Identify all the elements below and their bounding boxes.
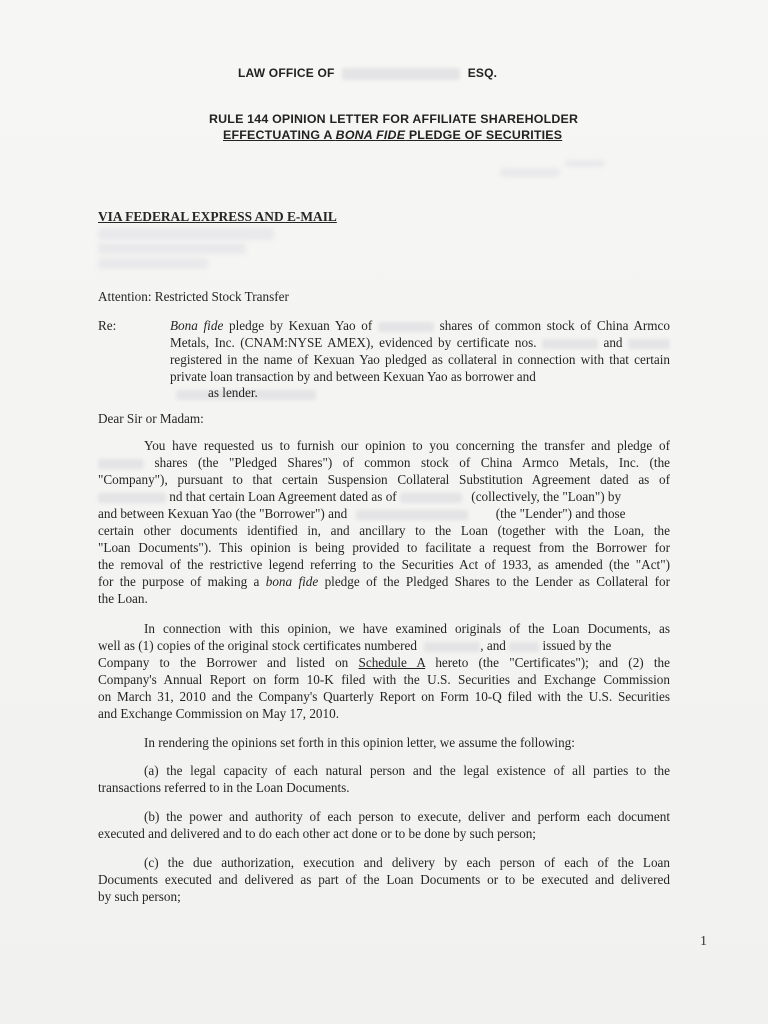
redacted-address-line2 — [98, 243, 246, 254]
item-a-line1: (a) the legal capacity of each natural person and the legal existence of all parties to the — [144, 763, 670, 778]
redacted-address-line1 — [98, 228, 274, 240]
p2-line6: and Exchange Commission on May 17, 2010. — [98, 706, 340, 721]
item-b-line2: executed and delivered and to do each other act done or to be done by such person; — [98, 826, 536, 841]
p1-line10: the Loan. — [98, 591, 148, 606]
document-title-line1: RULE 144 OPINION LETTER FOR AFFILIATE SHAREHOLDER — [209, 112, 579, 126]
document-title-line2: EFFECTUATING A BONA FIDE PLEDGE OF SECURITIES — [223, 128, 563, 142]
redacted-certificate-no — [509, 642, 539, 652]
p1-line1: You have requested us to furnish our opinion to you concerning the transfer and pledge of — [144, 438, 670, 453]
item-c-line1: (c) the due authorization, execution and delivery by each person of each of the Loan — [144, 855, 670, 870]
salutation: Dear Sir or Madam: — [98, 411, 204, 426]
p1-line8: the removal of the restrictive legend referring to the Securities Act of 1933, as amended (the "Act") — [98, 557, 670, 572]
p2-line4: Company's Annual Report on form 10-K filed with the U.S. Securities and Exchange Commission — [98, 672, 670, 687]
delivery-method: VIA FEDERAL EXPRESS AND E-MAIL — [98, 209, 337, 224]
re-line4: private loan transaction by and between Kexuan Yao as borrower and — [170, 368, 670, 402]
item-a-line2: transactions referred to in the Loan Documents. — [98, 780, 350, 795]
redacted-date — [400, 493, 462, 503]
schedule-a-reference: Schedule A — [358, 655, 426, 670]
p1-line6: certain other documents identified in, and ancillary to the Loan (together with the Loan, the — [98, 523, 670, 538]
re-line1: Bona fide pledge by Kexuan Yao of shares of common stock of China Armco — [170, 318, 670, 333]
p2-line1: In connection with this opinion, we have examined originals of the Loan Documents, as — [144, 621, 670, 636]
redacted-certificate-no — [542, 339, 598, 349]
redacted-lender-name — [356, 510, 468, 520]
redacted-certificate-no — [424, 642, 480, 652]
p1-line7: "Loan Documents"). This opinion is being provided to facilitate a request from the Borrower for — [98, 540, 670, 555]
redacted-share-count — [378, 322, 434, 332]
p3-line1: In rendering the opinions set forth in this opinion letter, we assume the following: — [144, 735, 575, 750]
p1-line2: shares (the "Pledged Shares") of common stock of China Armco Metals, Inc. (the — [98, 454, 670, 471]
page-number: 1 — [700, 934, 707, 949]
p1-line4: nd that certain Loan Agreement dated as of (collectively, the "Loan") by — [98, 488, 670, 505]
redacted-attorney-name — [342, 68, 460, 80]
p1-line3: "Company"), pursuant to that certain Suspension Collateral Substitution Agreement dated as of — [98, 472, 670, 487]
re-line5: as lender. — [208, 385, 258, 400]
re-line2: Metals, Inc. (CNAM:NYSE AMEX), evidenced by certificate nos. and — [170, 334, 670, 351]
law-office-suffix: ESQ. — [467, 66, 498, 80]
attention-line: Attention: Restricted Stock Transfer — [98, 289, 289, 304]
redacted-stamp — [565, 160, 605, 167]
item-b-line1: (b) the power and authority of each person to execute, deliver and perform each document — [144, 809, 670, 824]
redacted-stamp — [500, 168, 560, 177]
p1-line9: for the purpose of making a bona fide pledge of the Pledged Shares to the Lender as Collateral for — [98, 574, 670, 589]
redacted-address-line3 — [98, 258, 208, 269]
p2-line3: Company to the Borrower and listed on Schedule A hereto (the "Certificates"); and (2) the — [98, 655, 670, 670]
re-line3: registered in the name of Kexuan Yao pledged as collateral in connection with that certain — [170, 352, 670, 367]
p1-line5: and between Kexuan Yao (the "Borrower") and (the "Lender") and those — [98, 506, 626, 521]
item-c-line2: Documents executed and delivered as part of the Loan Documents or to be executed and delivered — [98, 872, 670, 887]
p2-line5: on March 31, 2010 and the Company's Quarterly Report on Form 10-Q filed with the U.S. Securities — [98, 689, 670, 704]
item-c-line3: by such person; — [98, 889, 181, 904]
redacted-certificate-no — [628, 339, 670, 349]
law-office-line — [238, 66, 497, 80]
law-office-prefix: LAW OFFICE OF — [238, 66, 335, 80]
redacted-share-count — [98, 459, 144, 469]
p2-line2: well as (1) copies of the original stock certificates numbered , and issued by the — [98, 638, 612, 653]
re-label: Re: — [98, 318, 117, 333]
redacted-date — [98, 493, 166, 503]
